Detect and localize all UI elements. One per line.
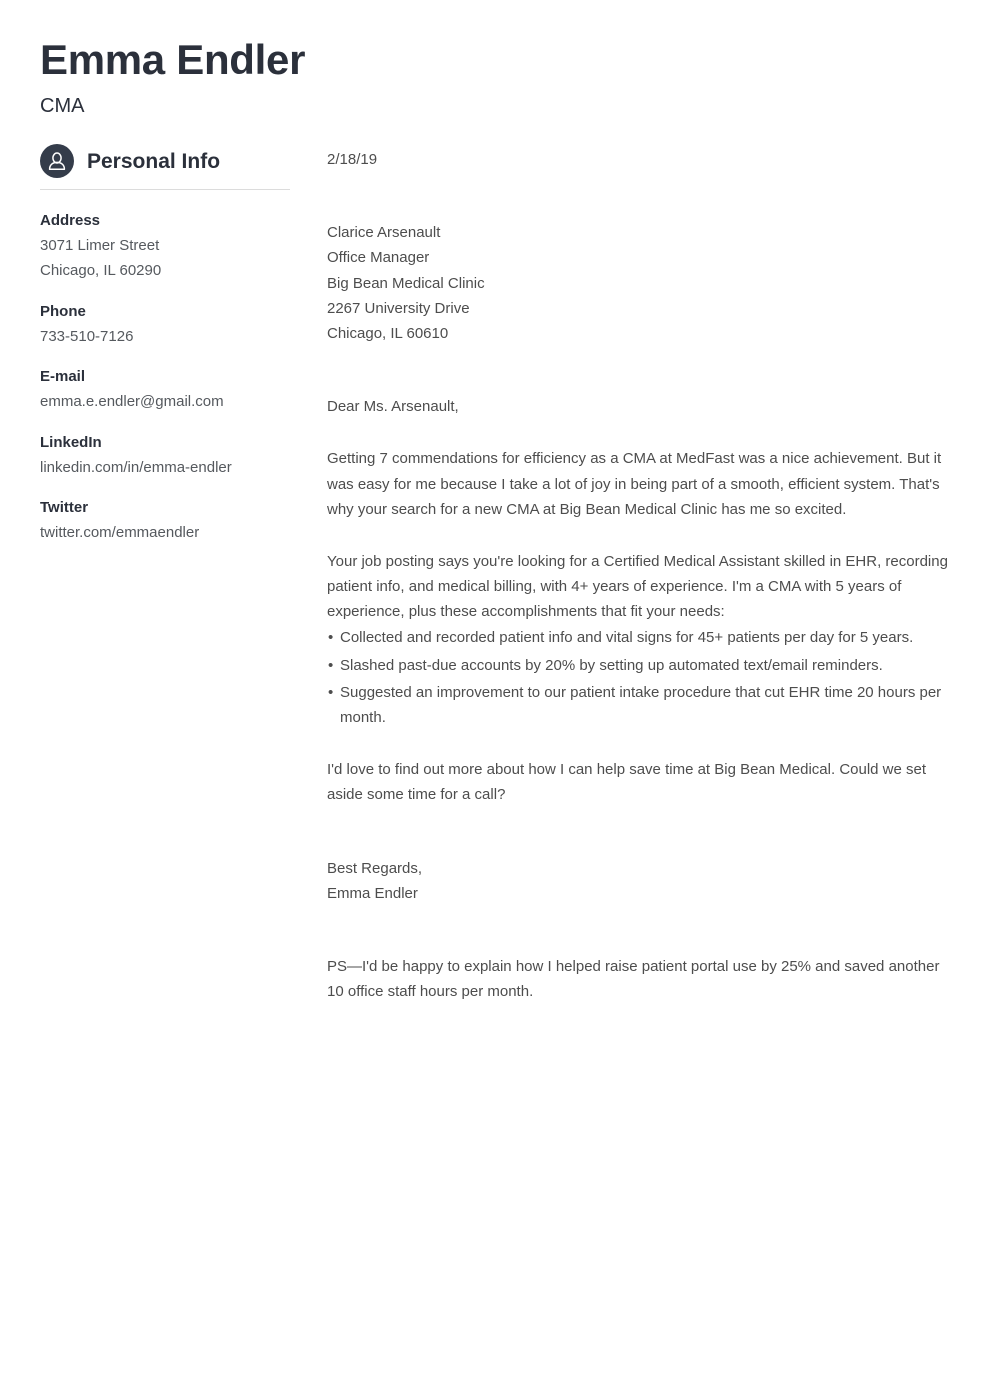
- list-item: [327, 625, 952, 650]
- contact-value: 3071 Limer Street: [40, 237, 160, 255]
- paragraph-3: I'd love to find out more about how I can help save time at Big Bean Medical. Could we set aside some time for a call?: [327, 761, 927, 804]
- closing-block: [327, 808, 952, 906]
- contact-group-address: [40, 209, 290, 284]
- contact-info-list: [40, 209, 290, 546]
- contact-value-twitter[interactable]: twitter.com/emmaendler: [40, 524, 200, 542]
- bullet-icon: •: [328, 629, 334, 647]
- section-title: Personal Info: [87, 149, 221, 173]
- recipient-role: Office Manager: [327, 249, 430, 267]
- recipient-street: 2267 University Drive: [327, 299, 470, 317]
- bullet-icon: •: [328, 656, 334, 674]
- accomplishments-list: [327, 625, 952, 730]
- contact-value: Chicago, IL 60290: [40, 262, 162, 280]
- paragraph-1: Getting 7 commendations for efficiency as a CMA at MedFast was a nice achievement. But it was easy for me because I take a lot of joy in being part of a smooth, efficient system. That's why your search for a new CMA at Big Bean Medical Clinic has me so excited.: [327, 450, 942, 518]
- list-item: [327, 680, 952, 730]
- recipient-name: Clarice Arsenault: [327, 224, 441, 242]
- list-item-text: Suggested an improvement to our patient intake procedure that cut EHR time 20 hours per month.: [340, 683, 942, 726]
- personal-info-heading: [40, 144, 290, 190]
- paragraph-2: Your job posting says you're looking for a Certified Medical Assistant skilled in EHR, recording patient info, and medical billing, with 4+ years of experience. I'm a CMA with 5 years of experience, plus these accomplishments that fit your needs:: [327, 552, 948, 621]
- recipient-city: Chicago, IL 60610: [327, 324, 449, 342]
- contact-label: LinkedIn: [40, 433, 102, 451]
- person-avatar-icon: [40, 144, 74, 178]
- list-item: [327, 653, 952, 678]
- list-item-text: Collected and recorded patient info and vital signs for 45+ patients per day for 5 years.: [340, 629, 914, 647]
- contact-label: E-mail: [40, 368, 86, 386]
- contact-label: Address: [40, 212, 101, 229]
- page-title: Emma Endler: [40, 36, 306, 83]
- letter-body: [327, 147, 952, 1004]
- recipient-address-block: [327, 172, 952, 346]
- salutation: Dear Ms. Arsenault,: [327, 398, 459, 416]
- contact-group-phone: [40, 300, 290, 349]
- contact-value: 733-510-7126: [40, 327, 134, 345]
- closing-line: Best Regards,: [327, 859, 423, 877]
- contact-label: Phone: [40, 302, 86, 320]
- list-item-text: Slashed past-due accounts by 20% by setting up automated text/email reminders.: [340, 656, 883, 674]
- bullet-icon: •: [328, 683, 334, 701]
- contact-label: Twitter: [40, 499, 89, 517]
- contact-group-twitter: [40, 496, 290, 545]
- letter-date: 2/18/19: [327, 151, 378, 168]
- recipient-company: Big Bean Medical Clinic: [327, 274, 485, 292]
- contact-value-email[interactable]: emma.e.endler@gmail.com: [40, 393, 224, 411]
- contact-group-linkedin: [40, 431, 290, 480]
- personal-info-sidebar: [40, 144, 290, 546]
- signature-name: Emma Endler: [327, 884, 418, 902]
- postscript: PS—I'd be happy to explain how I helped raise patient portal use by 25% and saved another 10 office staff hours per month.: [327, 957, 940, 1001]
- job-title: CMA: [40, 95, 85, 118]
- contact-group-email: [40, 365, 290, 414]
- contact-value-linkedin[interactable]: linkedin.com/in/emma-endler: [40, 458, 232, 476]
- document-header: [40, 36, 640, 118]
